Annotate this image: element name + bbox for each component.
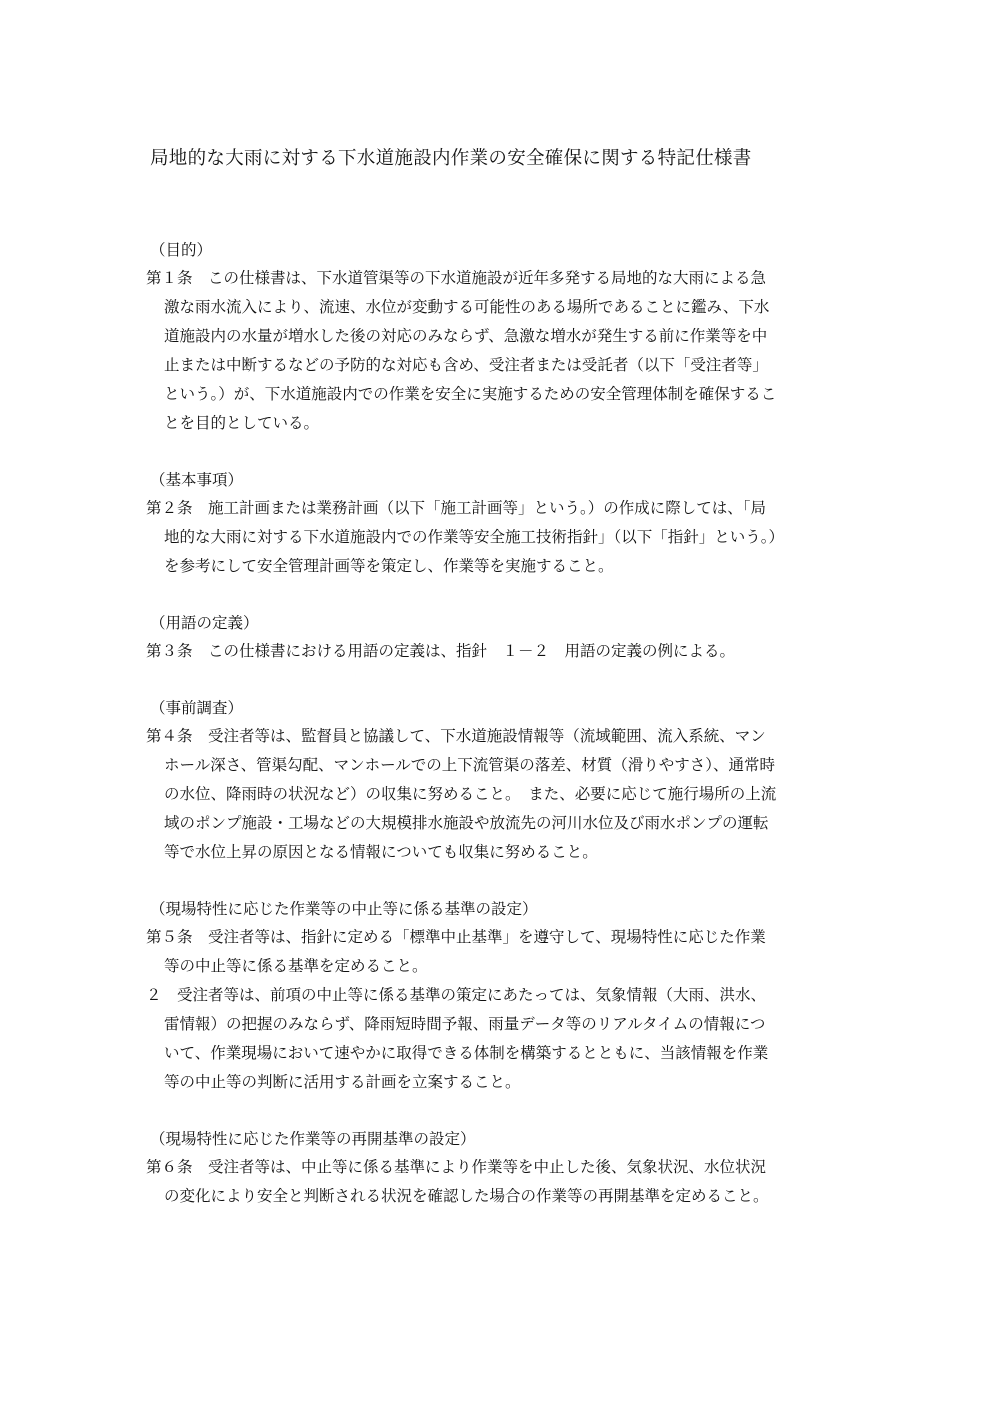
text-line: という。）が、下水道施設内での作業を安全に実施するための安全管理体制を確保するこ — [164, 385, 777, 403]
text-line: 第５条 受注者等は、指針に定める「標準中止基準」を遵守して、現場特性に応じた作業 — [146, 928, 766, 946]
section-preliminary-survey — [146, 694, 862, 867]
section-heading: （用語の定義） — [150, 614, 259, 632]
text-line: の変化により安全と判断される状況を確認した場合の作業等の再開基準を定めること。 — [164, 1187, 769, 1205]
text-line: 等で水位上昇の原因となる情報についても収集に努めること。 — [164, 843, 598, 861]
text-line: 地的な大雨に対する下水道施設内での作業等安全施工技術指針」（以下「指針」という。） — [164, 528, 785, 546]
article-1 — [146, 264, 862, 438]
section-heading: （事前調査） — [150, 699, 244, 717]
section-suspension-criteria — [146, 895, 862, 1097]
section-heading: （現場特性に応じた作業等の再開基準の設定） — [150, 1130, 476, 1148]
article-2 — [146, 494, 862, 581]
article-3 — [146, 637, 862, 666]
text-line: の水位、降雨時の状況など）の収集に努めること。 また、必要に応じて施行場所の上流 — [164, 785, 777, 803]
section-purpose — [146, 236, 862, 438]
section-resumption-criteria — [146, 1125, 862, 1211]
article-6 — [146, 1153, 862, 1211]
section-definitions — [146, 609, 862, 666]
text-line: 雷情報）の把握のみならず、降雨短時間予報、雨量データ等のリアルタイムの情報につ — [164, 1015, 766, 1033]
text-line: 等の中止等の判断に活用する計画を立案すること。 — [164, 1073, 521, 1091]
text-line: 激な雨水流入により、流速、水位が変動する可能性のある場所であることに鑑み、下水 — [164, 298, 770, 316]
article-5-item-2 — [146, 981, 862, 1097]
document-body — [146, 236, 862, 1211]
text-line: いて、作業現場において速やかに取得できる体制を構築するとともに、当該情報を作業 — [164, 1044, 769, 1062]
text-line: 第６条 受注者等は、中止等に係る基準により作業等を中止した後、気象状況、水位状況 — [146, 1158, 767, 1176]
article-5 — [146, 923, 862, 981]
text-line: とを目的としている。 — [164, 414, 320, 432]
section-basic-matters — [146, 466, 862, 581]
text-line: ホール深さ、管渠勾配、マンホールでの上下流管渠の落差、材質（滑りやすさ）、通常時 — [164, 756, 776, 774]
text-line: 等の中止等に係る基準を定めること。 — [164, 957, 428, 975]
text-line: 止または中断するなどの予防的な対応も含め、受注者または受託者（以下「受注者等」 — [164, 356, 768, 374]
text-line: を参考にして安全管理計画等を策定し、作業等を実施すること。 — [164, 557, 614, 575]
section-heading: （基本事項） — [150, 471, 244, 489]
text-line: 道施設内の水量が増水した後の対応のみならず、急激な増水が発生する前に作業等を中 — [164, 327, 768, 345]
article-4 — [146, 722, 862, 867]
text-line: 第３条 この仕様書における用語の定義は、指針 １－２ 用語の定義の例による。 — [146, 642, 736, 660]
text-line: 第４条 受注者等は、監督員と協議して、下水道施設情報等（流域範囲、流入系統、マン — [146, 727, 766, 745]
section-heading: （目的） — [150, 241, 213, 259]
text-line: ２ 受注者等は、前項の中止等に係る基準の策定にあたっては、気象情報（大雨、洪水、 — [146, 986, 767, 1004]
text-line: 第２条 施工計画または業務計画（以下「施工計画等」という。）の作成に際しては、「局 — [146, 499, 767, 517]
text-line: 第１条 この仕様書は、下水道管渠等の下水道施設が近年多発する局地的な大雨による急 — [146, 269, 767, 287]
text-line: 域のポンプ施設・工場などの大規模排水施設や放流先の河川水位及び雨水ポンプの運転 — [164, 814, 769, 832]
section-heading: （現場特性に応じた作業等の中止等に係る基準の設定） — [150, 900, 538, 918]
document-title: 局地的な大雨に対する下水道施設内作業の安全確保に関する特記仕様書 — [150, 148, 752, 169]
